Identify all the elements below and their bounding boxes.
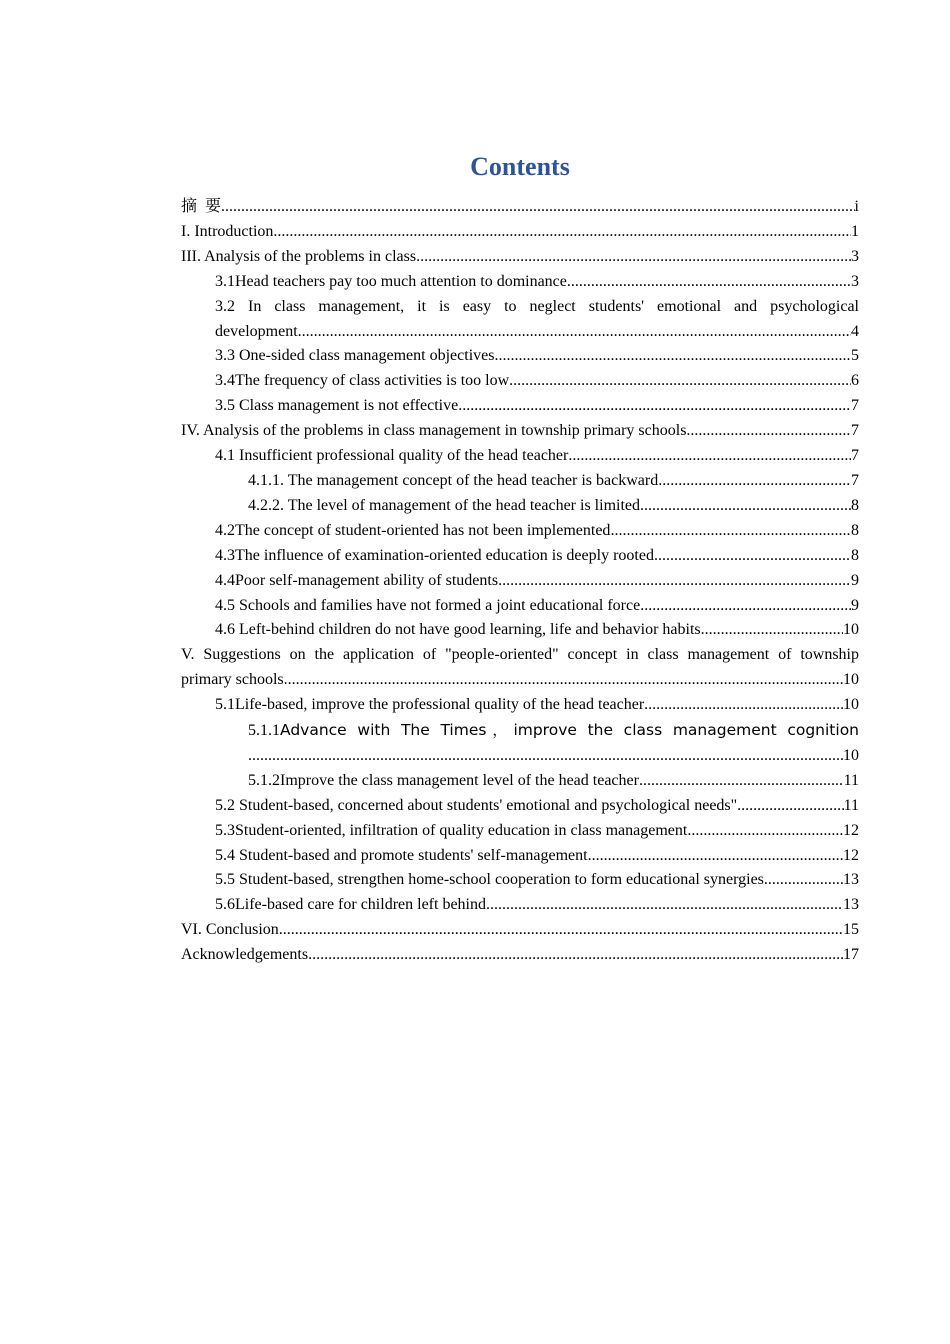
toc-entry-page: i xyxy=(854,198,859,215)
toc-entry-page: 8 xyxy=(851,496,859,514)
dot-leader xyxy=(640,594,851,619)
dot-leader xyxy=(658,469,851,494)
dot-leader xyxy=(644,693,843,718)
toc-entry-section-5[interactable] xyxy=(181,643,859,693)
toc-entry-introduction[interactable] xyxy=(181,220,859,245)
toc-entry-label: III. Analysis of the problems in class xyxy=(181,247,417,265)
dot-leader xyxy=(308,943,843,968)
toc-entry-page: 9 xyxy=(851,571,859,589)
toc-entry-label: 3.5 Class management is not effective xyxy=(215,397,459,415)
toc-entry-label: 3.4The frequency of class activities is too low xyxy=(215,372,510,390)
toc-entry-4-4[interactable] xyxy=(215,569,859,594)
toc-entry-page: 11 xyxy=(843,771,859,789)
dot-leader xyxy=(567,270,851,295)
toc-entry-text: Advance with The Times，improve the class management cognition xyxy=(280,721,859,740)
toc-entry-label: 5.6Life-based care for children left behind xyxy=(215,896,486,914)
toc-entry-label: 3.3 One-sided class management objectives xyxy=(215,347,495,365)
toc-entry-label: 4.5 Schools and families have not formed a joint educational force xyxy=(215,596,641,614)
dot-leader xyxy=(486,893,843,918)
toc-entry-page: 13 xyxy=(843,896,859,914)
toc-entry-page: 10 xyxy=(843,671,859,689)
toc-entry-label: 5.3Student-oriented, infiltration of quality education in class management xyxy=(215,821,688,839)
dot-leader xyxy=(639,769,844,794)
dot-leader xyxy=(509,369,851,394)
toc-entry-section-3[interactable] xyxy=(181,245,859,270)
toc-entry-page: 17 xyxy=(843,946,859,964)
toc-entry-page: 13 xyxy=(843,871,859,889)
dot-leader xyxy=(273,220,851,245)
dot-leader xyxy=(568,444,851,469)
toc-entry-5-1-1[interactable] xyxy=(248,718,859,769)
toc-entry-5-6[interactable] xyxy=(215,893,859,918)
toc-entry-page: 3 xyxy=(851,247,859,265)
toc-entry-label: primary schools xyxy=(181,671,284,689)
toc-entry-4-5[interactable] xyxy=(215,594,859,619)
toc-entry-3-5[interactable] xyxy=(215,394,859,419)
toc-entry-label: 4.2The concept of student-oriented has not been implemented xyxy=(215,521,611,539)
table-of-contents xyxy=(181,195,859,968)
dot-leader xyxy=(701,618,843,643)
toc-entry-label: 5.1Life-based, improve the professional quality of the head teacher xyxy=(215,696,645,714)
toc-entry-abstract[interactable] xyxy=(181,195,859,220)
toc-entry-4-2-2[interactable] xyxy=(248,494,859,519)
toc-entry-5-1[interactable] xyxy=(215,693,859,718)
toc-entry-page: 9 xyxy=(851,596,859,614)
toc-entry-page: 3 xyxy=(851,272,859,290)
toc-entry-5-2[interactable] xyxy=(215,794,859,819)
page-title: Contents xyxy=(470,152,570,181)
toc-entry-label: I. Introduction xyxy=(181,222,274,240)
toc-entry-page: 10 xyxy=(843,621,859,639)
toc-entry-label: 4.1 Insufficient professional quality of the head teacher xyxy=(215,447,569,465)
dot-leader xyxy=(458,394,851,419)
dot-leader xyxy=(494,344,851,369)
dot-leader xyxy=(737,794,843,819)
toc-entry-5-1-2[interactable] xyxy=(248,769,859,794)
dot-leader xyxy=(687,819,843,844)
toc-entry-page: 6 xyxy=(851,372,859,390)
dot-leader xyxy=(284,668,843,693)
toc-entry-label: IV. Analysis of the problems in class management in township primary schools xyxy=(181,422,687,440)
dot-leader xyxy=(279,918,843,943)
toc-entry-section-4[interactable] xyxy=(181,419,859,444)
toc-entry-4-6[interactable] xyxy=(215,618,859,643)
toc-entry-acknowledgements[interactable] xyxy=(181,943,859,968)
toc-entry-5-5[interactable] xyxy=(215,868,859,893)
toc-entry-page: 12 xyxy=(843,846,859,864)
toc-entry-page: 10 xyxy=(843,696,859,714)
toc-entry-5-3[interactable] xyxy=(215,819,859,844)
toc-entry-3-3[interactable] xyxy=(215,344,859,369)
toc-entry-label: 4.4Poor self-management ability of students xyxy=(215,571,499,589)
dot-leader xyxy=(610,519,851,544)
toc-entry-label: 4.3The influence of examination-oriented education is deeply rooted xyxy=(215,546,654,564)
dot-leader xyxy=(686,419,851,444)
toc-entry-label: 4.6 Left-behind children do not have good learning, life and behavior habits xyxy=(215,621,701,639)
dot-leader xyxy=(640,494,851,519)
toc-entry-4-3[interactable] xyxy=(215,544,859,569)
toc-entry-conclusion[interactable] xyxy=(181,918,859,943)
toc-entry-page: 12 xyxy=(843,821,859,839)
toc-entry-label: development xyxy=(215,322,298,340)
toc-entry-page: 8 xyxy=(851,546,859,564)
toc-entry-3-1[interactable] xyxy=(215,270,859,295)
toc-entry-page: 1 xyxy=(851,222,859,240)
toc-entry-label-line1 xyxy=(248,718,859,744)
toc-entry-label: VI. Conclusion xyxy=(181,921,279,939)
toc-entry-label: 3.1Head teachers pay too much attention to dominance xyxy=(215,272,567,290)
toc-entry-label: 摘 要 xyxy=(181,198,222,215)
toc-entry-page: 7 xyxy=(851,471,859,489)
toc-entry-label: 4.1.1. The management concept of the head teacher is backward xyxy=(248,471,659,489)
toc-entry-4-2[interactable] xyxy=(215,519,859,544)
toc-entry-label: Acknowledgements xyxy=(181,946,309,964)
toc-entry-page: 15 xyxy=(843,921,859,939)
toc-entry-page: 5 xyxy=(851,347,859,365)
toc-entry-3-2[interactable] xyxy=(215,295,859,345)
toc-entry-page: 4 xyxy=(851,322,859,340)
toc-entry-number: 5.1.1 xyxy=(248,722,280,740)
dot-leader xyxy=(416,245,851,270)
toc-entry-page: 7 xyxy=(851,447,859,465)
toc-entry-page: 10 xyxy=(843,746,859,764)
toc-entry-4-1[interactable] xyxy=(215,444,859,469)
toc-entry-4-1-1[interactable] xyxy=(248,469,859,494)
toc-entry-label: 5.2 Student-based, concerned about students' emotional and psychological needs" xyxy=(215,796,738,814)
toc-entry-3-4[interactable] xyxy=(215,369,859,394)
toc-entry-label: 5.5 Student-based, strengthen home-school cooperation to form educational synergies xyxy=(215,871,764,889)
toc-entry-page: 7 xyxy=(851,422,859,440)
toc-entry-label-line1: 3.2 In class management, it is easy to neglect students' emotional and psychological xyxy=(215,297,859,315)
toc-entry-5-4[interactable] xyxy=(215,844,859,869)
toc-entry-label: 5.4 Student-based and promote students' self-management xyxy=(215,846,588,864)
toc-entry-page: 8 xyxy=(851,521,859,539)
dot-leader xyxy=(248,744,843,769)
dot-leader xyxy=(764,868,843,893)
toc-entry-label: 4.2.2. The level of management of the head teacher is limited xyxy=(248,496,641,514)
dot-leader xyxy=(298,320,851,345)
dot-leader xyxy=(654,544,851,569)
dot-leader xyxy=(498,569,851,594)
dot-leader xyxy=(221,195,855,220)
toc-entry-page: 11 xyxy=(843,796,859,814)
toc-entry-page: 7 xyxy=(851,397,859,415)
toc-entry-label-line1: V. Suggestions on the application of "people-oriented" concept in class management of township xyxy=(181,646,859,664)
toc-entry-label: 5.1.2Improve the class management level of the head teacher xyxy=(248,771,639,789)
dot-leader xyxy=(588,844,843,869)
